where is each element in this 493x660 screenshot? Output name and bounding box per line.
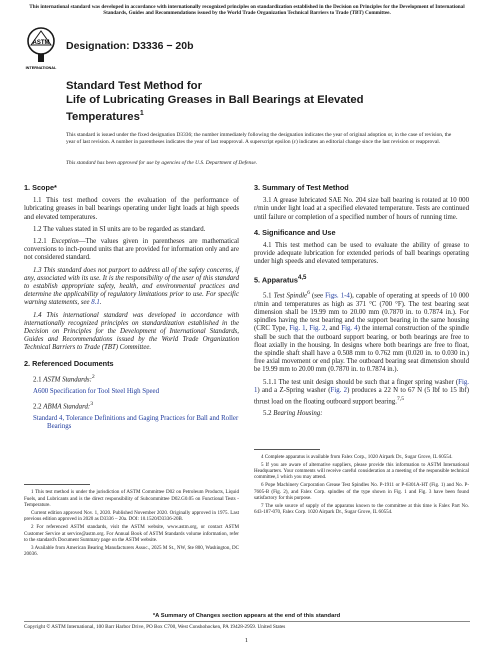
para-1-3: 1.3 This standard does not purport to address all of the safety concerns, if any, associated with its use. It is the responsibility of the user of this standard to establish appropriate safety, health, and environmental practices and determine the applicability of regulatory limitations prior to use. For specific warning statements, see 8.1. [24,266,239,307]
footnote-5: 5 If you are aware of alternative suppliers, please provide this information to ASTM International Headquarters. Your comments will receive careful consideration at a meeting of the responsible technical committee,1 which you may attend. [254,461,469,481]
link-8-1[interactable]: 8.1 [91,299,100,307]
copyright-line: Copyright © ASTM International, 100 Barr Harbor Drive, PO Box C700, West Conshohocken, PA 19428-2959. United States [24,624,286,630]
title-line-1: Standard Test Method for [66,80,202,92]
issue-note: This standard is issued under the fixed designation D3336; the number immediately following the designation indicates the year of original adoption or, in the case of revision, the year of last revision. A number in parentheses indicates the year of last reapproval. A superscript epsilon (ε) indicates an editorial change since the last revision or reapproval. [66,132,452,145]
designation: Designation: D3336 − 20b [66,40,194,52]
summary-of-changes-note: *A Summary of Changes section appears at the end of this standard [152,613,341,619]
footnote-1: 1 This test method is under the jurisdiction of ASTM Committee D02 on Petroleum Products, Liquid Fuels, and Lubricants and is the direct responsibility of Subcommittee D02.G0.05 on Functional Tests - Temperature. [24,489,239,508]
para-3-1: 3.1 A grease lubricated SAE No. 204 size ball bearing is rotated at 10 000 r/min under light load at a specified elevated temperature. Tests are continued until failure or completion of a specified number of hours of running time. [254,197,469,221]
section-5-heading: 5. Apparatus$^{4,5}$ [254,273,307,285]
svg-text:INTERNATIONAL: INTERNATIONAL [25,66,57,70]
footnote-1b: Current edition approved Nov. 1, 2020. Published November 2020. Originally approved in 1975. Last previous edition approved in 2020 as D3336 – 20a. DOI: 10.1520/D3336-20B. [24,510,239,523]
footnote-3: 3 Available from American Bearing Manufacturers Assoc., 2025 M St., NW, Ste 800, Washington, DC 20036. [24,545,239,558]
svg-text:ASTM: ASTM [32,40,50,46]
para-2-1: 2.1 ASTM Standards:$^2$ [33,373,95,384]
wto-notice: This international standard was developed in accordance with internationally recognized principles on standardization established in the Decision on Principles for the Development of International Standards, Guides and Recommendations issued by the World Trade Organization Technical Barriers to Trade (TBT) Committee. [29,4,465,17]
para-5-1-1: 5.1.1 The test unit design should be such that a finger spring washer (Fig. 1) and a Z-Spring washer (Fig. 2) produces a 22 N to 67 N (5 lbf to 15 lbf) thrust load on the floating outboard support bearing.$^{7,5}$ [254,378,469,406]
link-figs-1-4[interactable]: Figs. 1-4 [325,292,350,300]
link-fig-4[interactable]: Fig. 4 [341,325,358,333]
para-1-2-1: 1.2.1 Exception—The values given in parentheses are mathematical conversions to inch-pound units that are provided for information only and are not considered standard. [24,238,239,262]
footnote-6: 6 Pope Machinery Corporation Grease Test Spindles No. P-1911 or P-6301A-HT (Fig. 1) and No. P-7605-B (Fig. 2), and Falex Corp. spindles of the type shown in Fig. 1 and Fig. 3 have been found satisfactory for this purpose. [254,482,469,501]
dod-approval-note: This standard has been approved for use by agencies of the U.S. Department of Defense. [66,160,258,166]
document-title [66,80,446,125]
link-fig-2b[interactable]: Fig. 2 [330,386,348,394]
ref-abma-standard-4[interactable]: Standard 4, Tolerance Definitions and Gaging Practices for Ball and Roller Bearings [33,415,239,431]
para-1-4: 1.4 This international standard was developed in accordance with internationally recognized principles on standardization established in the Decision on Principles for the Development of International Standards, Guides and Recommendations issued by the World Trade Organization Technical Barriers to Trade (TBT) Committee. [24,311,239,352]
bottom-divider [24,621,470,622]
link-fig-1b[interactable]: Fig. 1 [254,378,469,394]
para-2-2: 2.2 ABMA Standard:$^3$ [33,400,94,410]
section-3-heading: 3. Summary of Test Method [254,183,349,192]
para-1-1: 1.1 This test method covers the evaluation of the performance of lubricating greases in ball bearings operating under light loads at high speeds and elevated temperatures. [24,197,239,221]
para-5-1: 5.1 Test Spindle$^6$ (see Figs. 1-4), capable of operating at speeds of 10 000 r/min and temperatures as high as 371 °C (700 °F). The test bearing seat dimension shall be 19.99 mm to 20.00 mm (0.7870 in. to 0.7874 in.). For spindles having the test bearing and the support bearing in the same housing (CRC Type, Fig. 1, Fig. 2, and Fig. 4) the internal construction of the spindle shall be such that the outboard support bearing, or both bearings are free to float axially in the housing. In designs where both bearings are free to float, the spindle shaft shall have a 0.508 mm to 0.762 mm (0.020 in. to 0.030 in.) free axial movement or end play. The outboard bearing seat dimension should be 19.99 mm to 20.00 mm (0.7870 in. to 0.7874 in.). [254,290,469,374]
astm-logo [24,25,58,73]
ref-a600[interactable]: A600 Specification for Tool Steel High Speed [33,388,159,396]
para-1-2: 1.2 The values stated in SI units are to be regarded as standard. [33,225,206,233]
section-4-heading: 4. Significance and Use [254,227,336,237]
title-footnote-mark: 1 [139,110,144,118]
section-2-heading: 2. Referenced Documents [24,358,114,368]
left-column [24,184,239,559]
title-line-2: Life of Lubricating Greases in Ball Bearings at Elevated [66,93,364,106]
section-1-heading: 1. Scope* [24,183,57,192]
footnote-divider [24,484,90,485]
footnote-divider-right [254,449,320,450]
right-column [254,184,469,517]
para-5-2: 5.2 Bearing Housing: [263,410,323,418]
footnote-7: 7 The sole source of supply of the apparatus known to the committee at this time is Falex Part No. 643-187-070, Falex Corp. 1020 Airpark Dr., Sugar Grove, IL 60554. [254,503,469,516]
para-4-1: 4.1 This test method can be used to evaluate the ability of grease to provide adequate lubrication for extended periods of ball bearings operating under high speeds and elevated temperatures. [254,242,469,266]
title-line-3: Temperatures$^1$ [66,110,144,123]
page-number: 1 [244,637,249,644]
link-fig-2[interactable]: Fig. 2 [309,325,326,333]
link-fig-1[interactable]: Fig. 1 [289,325,306,333]
footnote-2: 2 For referenced ASTM standards, visit the ASTM website, www.astm.org, or contact ASTM Customer Service at service@astm.org. For Annual Book of ASTM Standards volume information, refer to the standard's Document Summary page on the ASTM website. [24,524,239,543]
footnote-4: 4 Complete apparatus is available from Falex Corp., 1020 Airpark Dr., Sugar Grove, IL 60554. [261,453,453,460]
